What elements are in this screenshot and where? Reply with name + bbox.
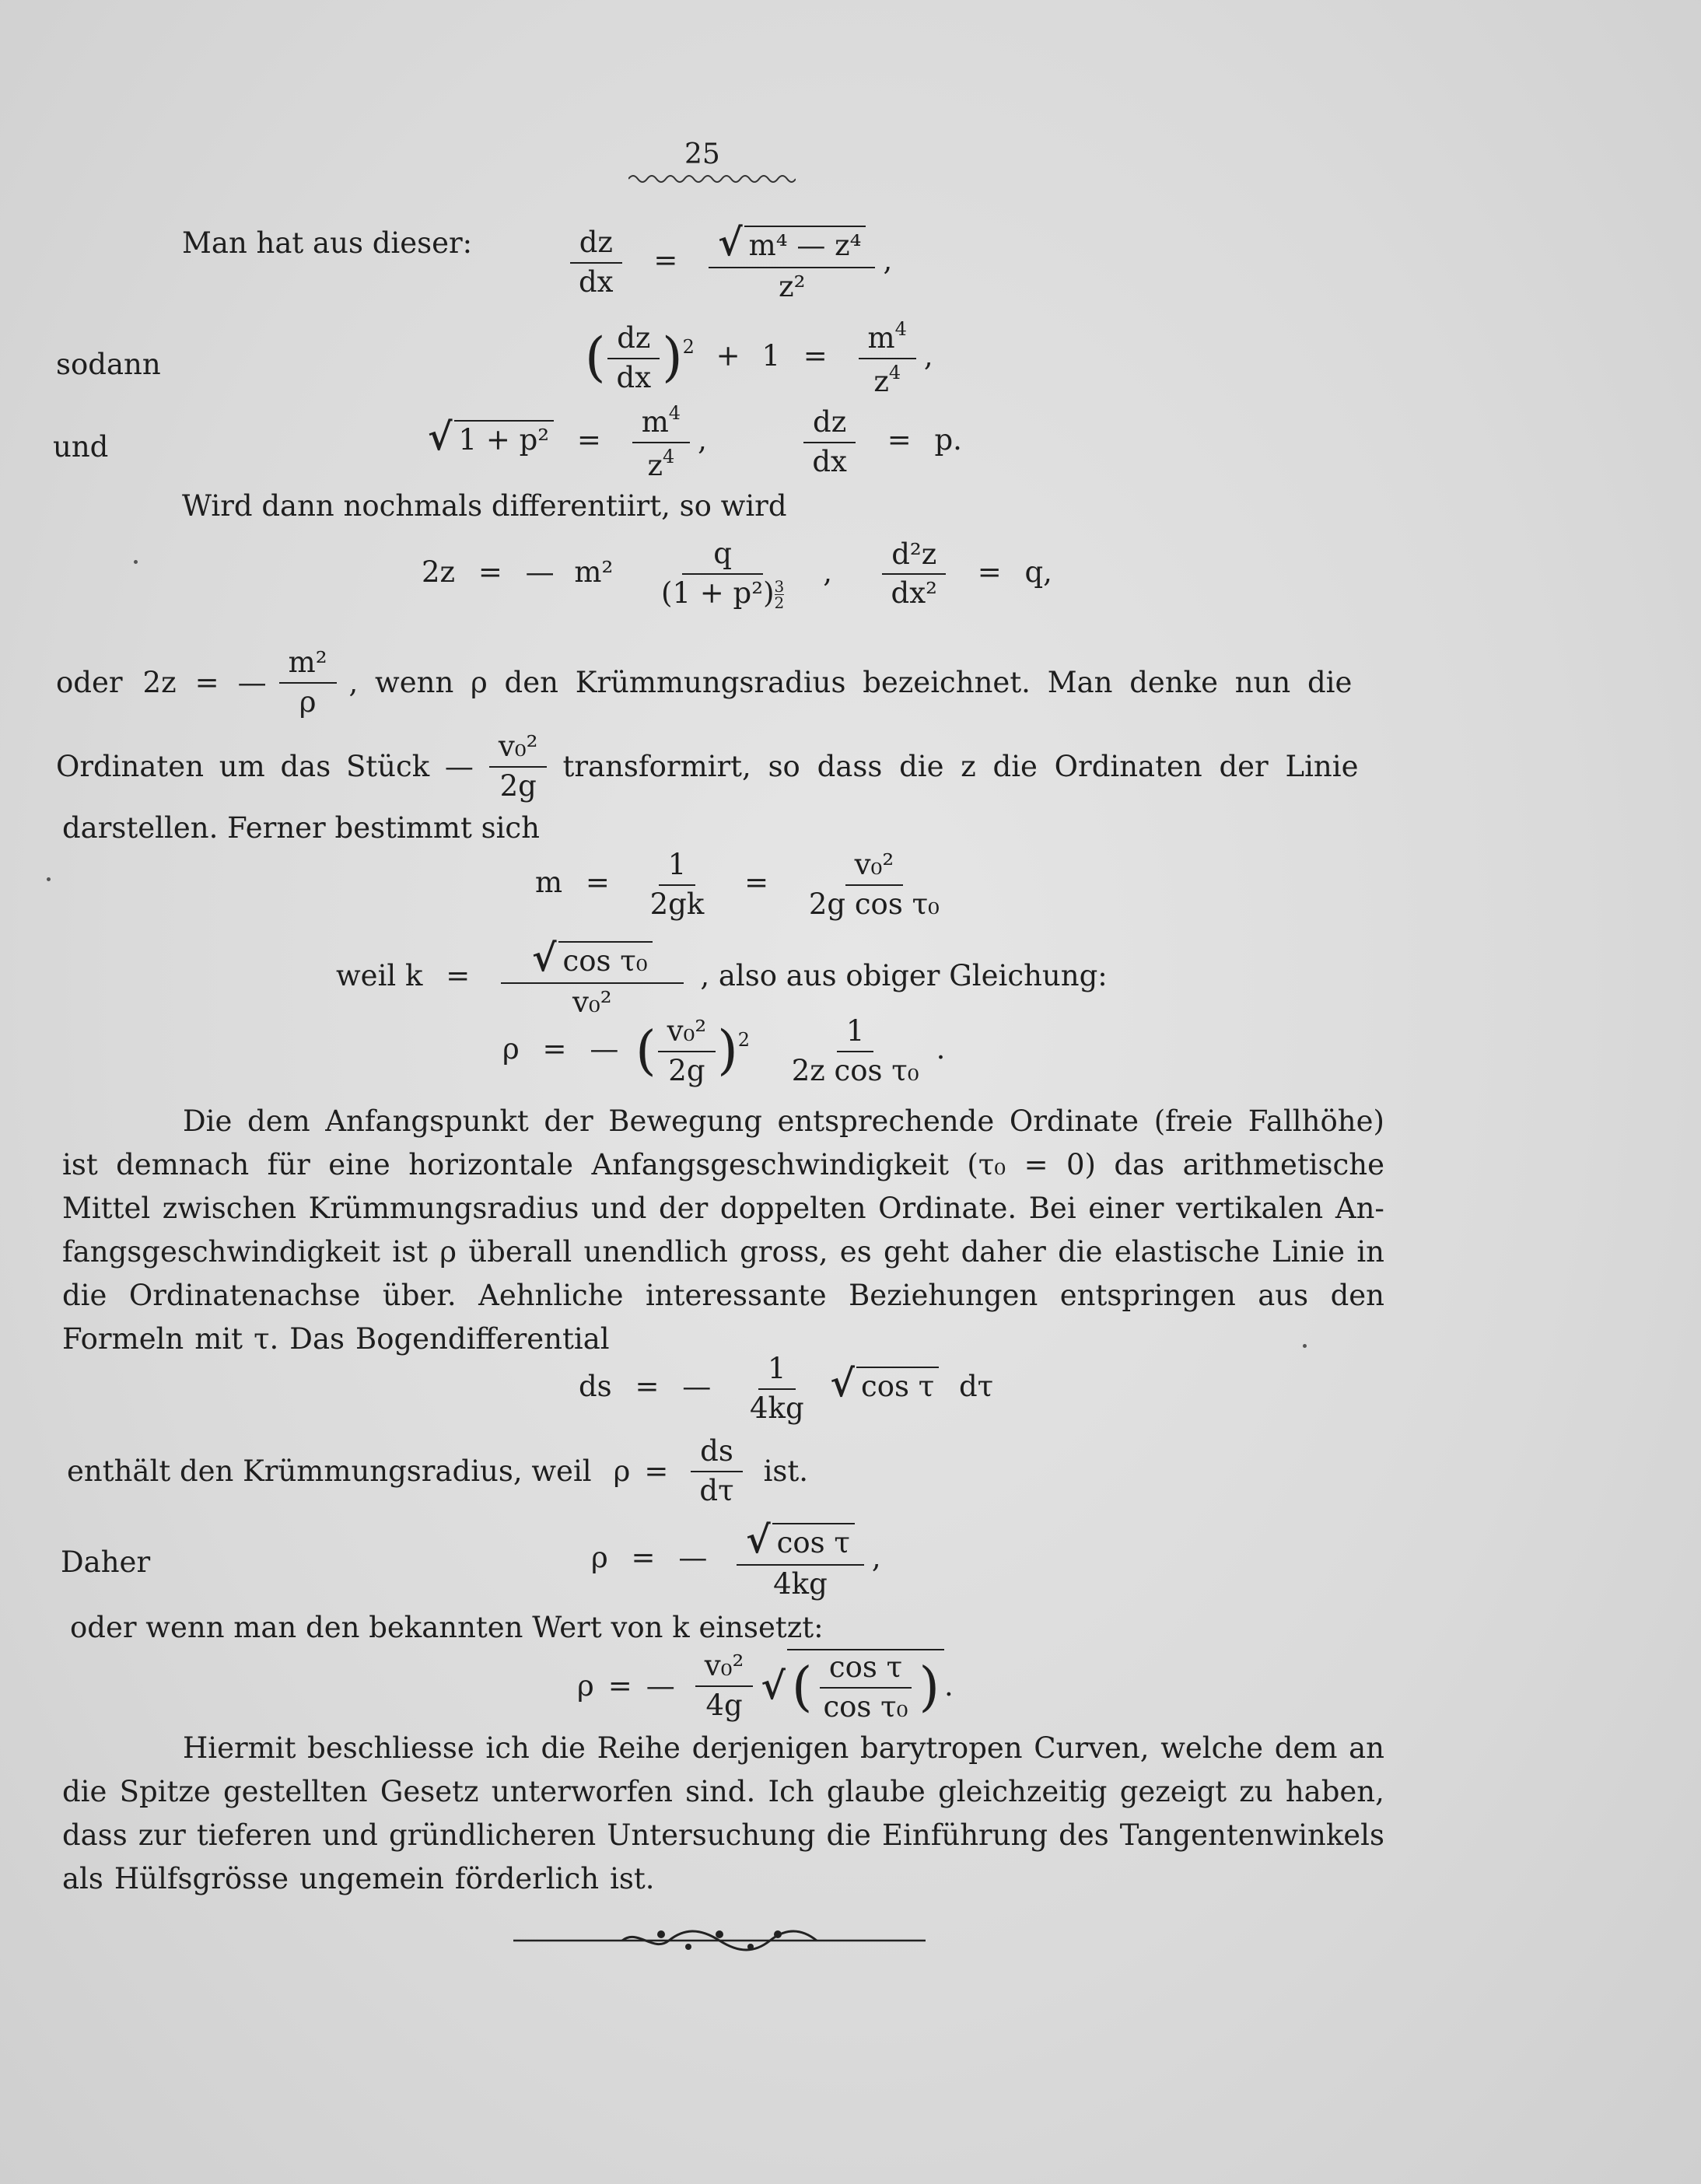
right-paren: ) (662, 327, 683, 389)
word: derjenigen (691, 1731, 849, 1765)
formula-ds: ds = — $\frac{1}{4kg}$ √ cos τ dτ (579, 1352, 994, 1425)
paragraph-line (62, 1814, 1384, 1857)
word: Ordinate. (878, 1192, 1017, 1225)
paragraph-line (62, 1770, 1384, 1814)
word: den (1330, 1279, 1384, 1312)
word: es (839, 1235, 872, 1269)
word: eine (328, 1148, 390, 1181)
word: Fallhöhe) (1248, 1104, 1384, 1138)
word: überall (468, 1235, 572, 1269)
word: einer (1088, 1192, 1164, 1225)
word: barytropen (860, 1731, 1023, 1765)
radicand: m⁴ — z⁴ (744, 226, 866, 262)
word: entsprechende (777, 1104, 995, 1138)
word: elastische (1114, 1235, 1260, 1269)
word: sind. (685, 1775, 756, 1808)
den-z2: z² (779, 269, 806, 303)
word: über. (382, 1279, 457, 1312)
word: in (1356, 1235, 1384, 1269)
word: ist. (610, 1862, 655, 1895)
word: Krümmungsradius (308, 1192, 579, 1225)
word: an (1349, 1731, 1384, 1765)
formula-dz-dx (562, 222, 892, 303)
word: Die (183, 1104, 233, 1138)
word: An- (1335, 1192, 1384, 1225)
paragraph-line (62, 1230, 1384, 1274)
formula-rho-3: ρ = — $\frac{\text{v₀²}}{4g}$ √ ( $\frac{\text{cos τ}}{\text{cos τ₀}}$ ) . (577, 1649, 954, 1724)
word: die (62, 1775, 107, 1808)
word: Reihe (597, 1731, 681, 1765)
sodann-label: sodann (56, 348, 161, 381)
word: glaube (826, 1775, 926, 1808)
equals-sign: = (653, 243, 678, 278)
word: Bogendifferential (355, 1322, 610, 1356)
word: Hülfsgrösse (114, 1862, 289, 1895)
word: Ordinatenachse (128, 1279, 361, 1312)
word: unterworfen (491, 1775, 673, 1808)
word: ρ (439, 1235, 457, 1269)
daher-label: Daher (61, 1545, 151, 1579)
word: horizontale (408, 1148, 574, 1181)
formula-rho-1: ρ = — ( $\frac{\text{v₀²}}{2g}$ )$^2$ $\frac{1}{\text{2z cos τ₀}}$ . (502, 1014, 946, 1087)
oder-line: oder 2z = — $\frac{\text{m²}}{\rho}$ , wenn ρ den Krümmungsradius bezeichnet. Man denke nun die (56, 646, 1353, 719)
word: mit (194, 1322, 243, 1356)
paragraph-line (62, 1274, 1384, 1318)
page-number: 25 (684, 138, 720, 170)
word: Hiermit (183, 1731, 296, 1765)
paragraph-line (62, 1727, 1384, 1770)
frac-dz-dx (569, 227, 623, 298)
word: (τ₀ (967, 1148, 1006, 1181)
word: gründlicheren (388, 1818, 597, 1852)
word: 0) (1066, 1148, 1096, 1181)
word: gezeigt (1119, 1775, 1227, 1808)
word: zu (1239, 1775, 1273, 1808)
ornament-divider (513, 1925, 926, 1956)
num-dz: dz (570, 227, 622, 264)
word: die (541, 1731, 586, 1765)
word: Untersuchung (607, 1818, 816, 1852)
word: Einführung (882, 1818, 1048, 1852)
word: = (1024, 1148, 1048, 1181)
speck (47, 877, 51, 881)
word: ungemein (299, 1862, 444, 1895)
word: Bewegung (608, 1104, 762, 1138)
word: entspringen (1059, 1279, 1236, 1312)
radical-icon: √ (761, 1664, 786, 1708)
word: τ. (254, 1322, 279, 1356)
word: und (322, 1818, 378, 1852)
word: Gesetz (380, 1775, 479, 1808)
word: Formeln (62, 1322, 184, 1356)
word: die (62, 1279, 107, 1312)
word: Mittel (62, 1192, 151, 1225)
word: gross, (740, 1235, 828, 1269)
word: dass (62, 1818, 128, 1852)
left-paren: ( (585, 327, 606, 389)
comma: , (883, 243, 893, 278)
word: Tangentenwinkels (1119, 1818, 1384, 1852)
man-hat-label: Man hat aus dieser: (182, 226, 473, 260)
radical-icon: √ (830, 1362, 855, 1406)
word: Anfangspunkt (325, 1104, 529, 1138)
word: arithmetische (1182, 1148, 1384, 1181)
word: Das (289, 1322, 345, 1356)
paragraph-2 (62, 1727, 1384, 1901)
word: Aehnliche (478, 1279, 624, 1312)
radical-icon: √ (531, 936, 557, 980)
word: und (591, 1192, 647, 1225)
den-dx: dx (579, 264, 614, 299)
word: förderlich (454, 1862, 600, 1895)
word: die (1058, 1235, 1103, 1269)
word: beschliesse (307, 1731, 474, 1765)
word: geht (884, 1235, 950, 1269)
word: zwischen (162, 1192, 297, 1225)
word: aus (1258, 1279, 1309, 1312)
word: für (267, 1148, 310, 1181)
word: haben, (1285, 1775, 1384, 1808)
word: Linie (1272, 1235, 1346, 1269)
enthaelt-line: enthält den Krümmungsradius, weil ρ = $\frac{ds}{d\tau}$ ist. (67, 1434, 809, 1507)
formula-und: √ 1 + p² = $\frac{m^4}{z^4}$ , $\frac{dz}{dx}$ = p. (428, 402, 962, 482)
formula-m: m = $\frac{1}{2gk}$ = $\frac{\text{v₀²}}{\text{2g cos τ₀}}$ (535, 848, 940, 921)
paragraph-line (62, 1100, 1384, 1143)
word: daher (961, 1235, 1046, 1269)
paragraph-line (62, 1187, 1384, 1230)
ordinaten-line: Ordinaten um das Stück — $\frac{\text{v₀²}}{2g}$ transformirt, so dass die z die Ordinaten der Linie (56, 730, 1359, 803)
word: Beziehungen (849, 1279, 1038, 1312)
word: gestellten (222, 1775, 368, 1808)
word: Spitze (119, 1775, 211, 1808)
word: tieferen (196, 1818, 312, 1852)
word: ich (485, 1731, 530, 1765)
word: der (544, 1104, 593, 1138)
word: unendlich (583, 1235, 728, 1269)
word: fangsgeschwindigkeit (62, 1235, 380, 1269)
word: gleichzeitig (938, 1775, 1108, 1808)
word: der (659, 1192, 709, 1225)
radical-icon: √ (718, 221, 743, 264)
formula-sodann: ( $\frac{dz}{dx}$ )$^2$ + 1 = $\frac{m^4}{z^4}$ , (585, 318, 933, 398)
radical-icon: √ (428, 415, 453, 460)
word: zur (138, 1818, 186, 1852)
paragraph-line (62, 1143, 1384, 1187)
speck (1303, 1344, 1307, 1348)
word: Bei (1028, 1192, 1076, 1225)
page-number-flourish (628, 173, 796, 185)
word: ist (392, 1235, 428, 1269)
word: das (1114, 1148, 1165, 1181)
formula-rho-2: ρ = — $\frac{\text{√ cos τ}}{4kg}$ , (591, 1518, 881, 1601)
word: dem (1274, 1731, 1338, 1765)
word: welche (1160, 1731, 1264, 1765)
word: ist (62, 1148, 98, 1181)
word: des (1059, 1818, 1109, 1852)
paragraph-line (62, 1857, 1384, 1901)
word: die (826, 1818, 871, 1852)
word: doppelten (719, 1192, 866, 1225)
word: vertikalen (1176, 1192, 1324, 1225)
formula-weil-k: weil k = $\frac{\text{√ cos τ₀}}{\text{v₀²}}$ , also aus obiger Gleichung: (336, 936, 1108, 1019)
word: als (62, 1862, 103, 1895)
formula-2z: 2z = — m² q (1 + p²) $\frac{3}{2}$ , $\frac{\text{d²z}}{\text{dx²}}$ = q, (422, 537, 1052, 612)
und-label: und (53, 430, 109, 464)
darstellen-line: darstellen. Ferner bestimmt sich (62, 811, 540, 845)
word: Curven, (1034, 1731, 1150, 1765)
wird-dann-line: Wird dann nochmals differentiirt, so wird (182, 489, 787, 523)
word: interessante (645, 1279, 827, 1312)
word: demnach (116, 1148, 250, 1181)
speck (134, 560, 138, 564)
word: dem (247, 1104, 310, 1138)
word: Anfangsgeschwindigkeit (591, 1148, 949, 1181)
radical-icon: √ (746, 1518, 771, 1562)
word: Ich (768, 1775, 814, 1808)
frac-sqrt-m4-z4 (709, 222, 875, 303)
word: (freie (1153, 1104, 1234, 1138)
paragraph-1 (62, 1100, 1384, 1361)
oder-wenn-line: oder wenn man den bekannten Wert von k einsetzt: (70, 1611, 824, 1644)
word: Ordinate (1009, 1104, 1139, 1138)
